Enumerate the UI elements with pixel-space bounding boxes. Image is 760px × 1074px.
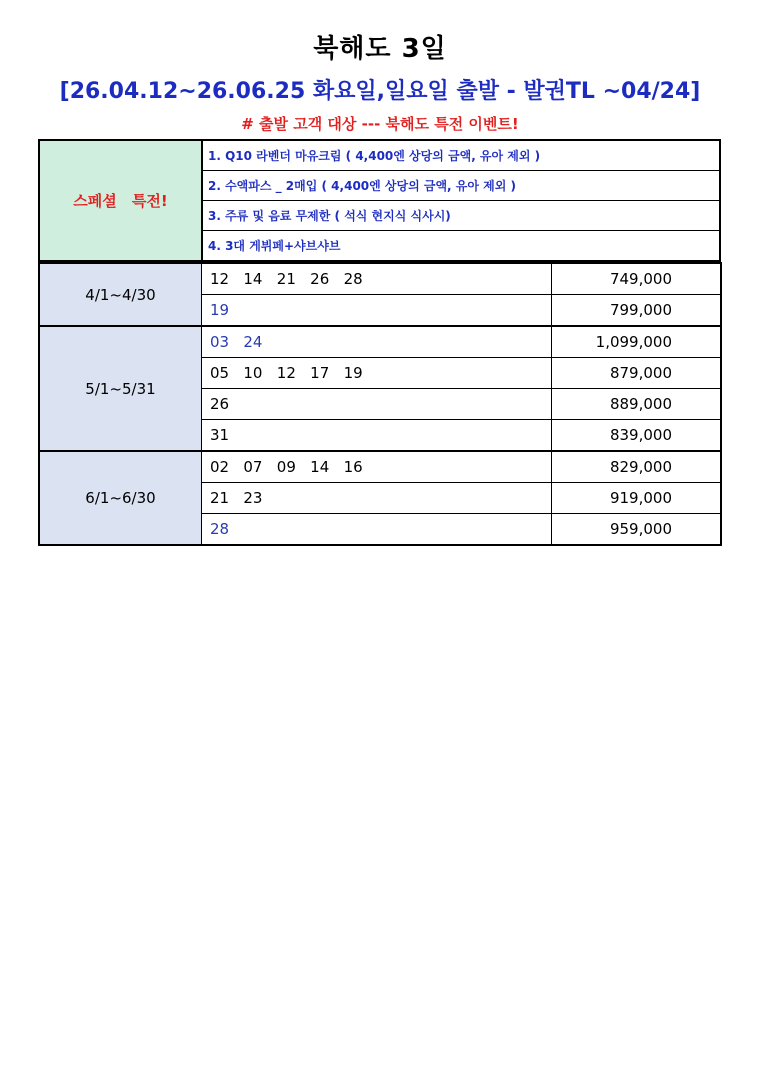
special-benefits-label: 스페셜 특전! — [39, 140, 202, 261]
benefit-item: 4. 3대 게뷔페+샤브샤브 — [202, 231, 720, 262]
benefit-item: 3. 주류 및 음료 무제한 ( 석식 현지식 식사시) — [202, 201, 720, 231]
departure-dates: 21 23 — [202, 483, 552, 514]
benefit-item: 2. 수액파스 _ 2매입 ( 4,400엔 상당의 금액, 유아 제외 ) — [202, 171, 720, 201]
price-value: 839,000 — [552, 420, 722, 452]
departure-dates: 02 07 09 14 16 — [202, 451, 552, 483]
departure-dates: 12 14 21 26 28 — [202, 263, 552, 295]
departure-dates: 19 — [202, 295, 552, 327]
departure-dates: 31 — [202, 420, 552, 452]
page-title: 북해도 3일 — [313, 34, 447, 64]
departure-dates: 28 — [202, 514, 552, 546]
price-value: 879,000 — [552, 358, 722, 389]
price-value: 749,000 — [552, 263, 722, 295]
departure-dates: 26 — [202, 389, 552, 420]
special-benefits-table — [38, 139, 721, 262]
price-value: 1,099,000 — [552, 326, 722, 358]
departure-dates: 03 24 — [202, 326, 552, 358]
tour-period-subtitle: [26.04.12~26.06.25 화요일,일요일 출발 - 발권TL ~04/24] — [59, 79, 701, 104]
price-value: 829,000 — [552, 451, 722, 483]
period-cell: 6/1~6/30 — [39, 451, 202, 545]
price-table — [38, 262, 722, 546]
price-value: 959,000 — [552, 514, 722, 546]
event-notice: # 출발 고객 대상 --- 북해도 특전 이벤트! — [241, 115, 519, 133]
benefit-item: 1. Q10 라벤더 마유크림 ( 4,400엔 상당의 금액, 유아 제외 ) — [202, 140, 720, 171]
departure-dates: 05 10 12 17 19 — [202, 358, 552, 389]
price-value: 889,000 — [552, 389, 722, 420]
price-value: 919,000 — [552, 483, 722, 514]
period-cell: 5/1~5/31 — [39, 326, 202, 451]
price-value: 799,000 — [552, 295, 722, 327]
period-cell: 4/1~4/30 — [39, 263, 202, 326]
